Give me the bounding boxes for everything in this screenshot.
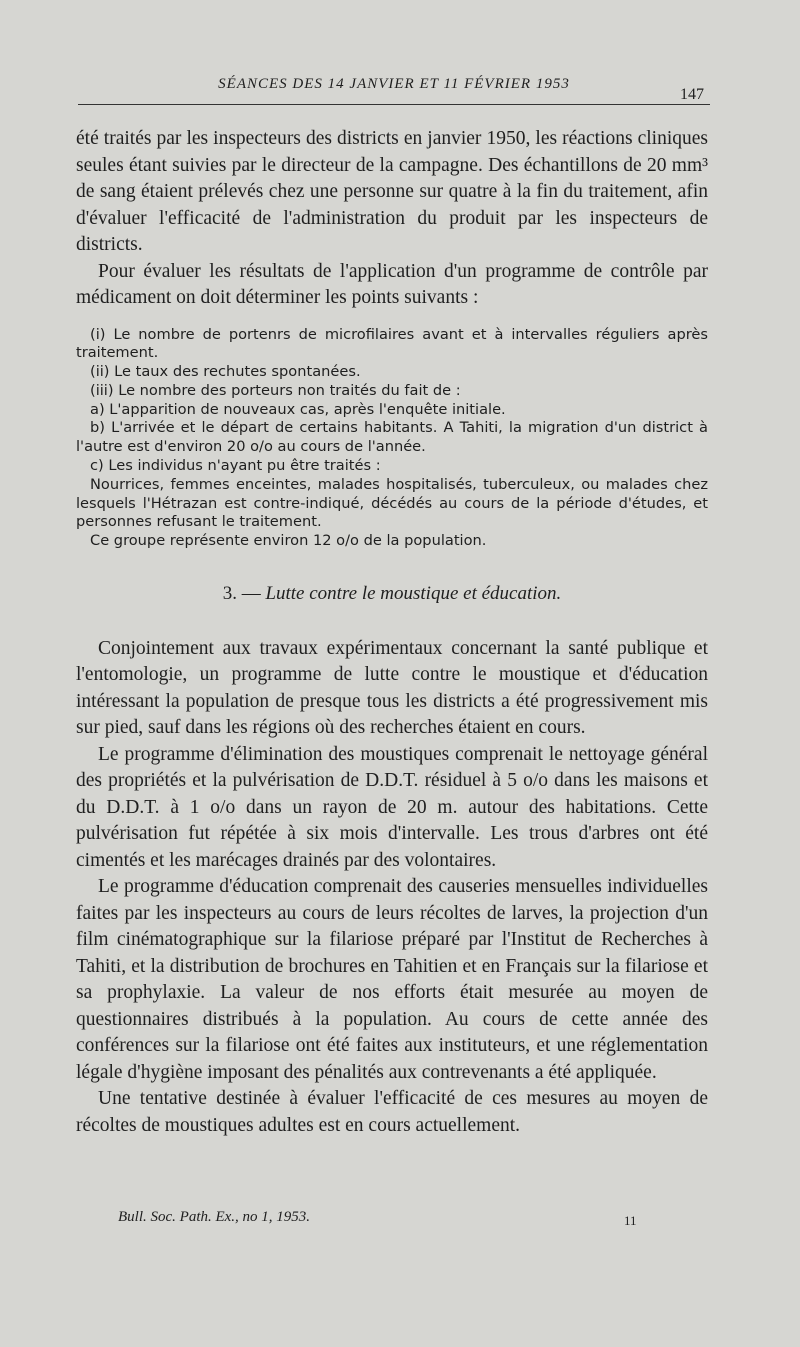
list-item-c-detail: Nourrices, femmes enceintes, malades hospitalisés, tuberculeux, ou malades chez lesquels l'Hétrazan est contre-indiqué, décédés au cours de la période d'études, et personnes refusant le traitement. [76, 475, 708, 531]
page-number: 147 [680, 86, 704, 103]
paragraph-education-program: Le programme d'éducation comprenait des causeries mensuelles individuelles faites par les inspecteurs au cours de leurs récoltes de larves, la projection d'un film cinématographique sur la filariose préparé par l'Institut de Recherches à Tahiti, et la distribution de brochures en Tahitien et en Français sur la filariose et sa prophylaxie. La valeur de nos efforts était mesurée au moyen de questionnaires distribués à la population. Au cours de cette année des conférences sur la filariose ont été faites aux instituteurs, et une réglementation légale d'hygiène imposant des pénalités aux contrevenants a été appliquée. [76, 876, 708, 1083]
list-item-a: a) L'apparition de nouveaux cas, après l'enquête initiale. [90, 400, 506, 418]
footer [118, 1209, 678, 1226]
signature-mark: 11 [624, 1213, 637, 1228]
paragraph-continuation: été traités par les inspecteurs des districts en janvier 1950, les réactions cliniques seules étant suivies par le directeur de la campagne. Des échantillons de 20 mm³ de sang étaient prélevés chez une personne sur quatre à la fin du traitement, afin d'évaluer l'efficacité de l'administration du produit par les inspecteurs de districts. [76, 128, 708, 255]
list-item-iii: (iii) Le nombre des porteurs non traités du fait de : [90, 381, 461, 399]
list-item-group: Ce groupe représente environ 12 o/o de la population. [90, 532, 487, 550]
section-number: 3. — [222, 583, 261, 605]
header-rule [78, 104, 710, 105]
list-item-ii: (ii) Le taux des rechutes spontanées. [90, 363, 361, 381]
paragraph-mosquito-control: Conjointement aux travaux expérimentaux concernant la santé publique et l'entomologie, un programme de lutte contre le moustique et d'éducation intéressant la population de presque tous les districts a été progressivement mis sur pied, sauf dans les régions où des recherches étaient en cours. [76, 637, 708, 739]
paragraph-evaluation: Pour évaluer les résultats de l'application d'un programme de contrôle par médicament on doit déterminer les points suivants : [76, 260, 708, 308]
running-title: SÉANCES DES 14 JANVIER ET 11 FÉVRIER 1953 [218, 76, 570, 92]
footer-citation: Bull. Soc. Path. Ex., no 1, 1953. [118, 1209, 311, 1225]
section-heading [76, 581, 708, 608]
paragraph-elimination-program: Le programme d'élimination des moustiques comprenait le nettoyage général des propriétés et la pulvérisation de D.D.T. résiduel à 5 o/o dans les maisons et du D.D.T. à 1 o/o dans un rayon de 20 m. autour des habitations. Cette pulvérisation fut répétée à six mois d'intervalle. Les trous d'arbres ont été cimentés et les marécages drainés par des volontaires. [76, 743, 708, 871]
list-item-c: c) Les individus n'ayant pu être traités : [90, 457, 381, 475]
section-title: Lutte contre le moustique et éducation. [265, 583, 562, 605]
list-item-i: (i) Le nombre de portenrs de microfilaires avant et à intervalles réguliers après traitement. [76, 325, 708, 362]
body-text [76, 126, 708, 1139]
evaluation-points-list [76, 326, 708, 552]
list-item-b: b) L'arrivée et le départ de certains habitants. A Tahiti, la migration d'un district à l'autre est d'environ 20 o/o au cours de l'année. [76, 419, 708, 456]
paragraph-evaluation-attempt: Une tentative destinée à évaluer l'efficacité de ces mesures au moyen de récoltes de moustiques adultes est en cours actuellement. [76, 1088, 708, 1136]
